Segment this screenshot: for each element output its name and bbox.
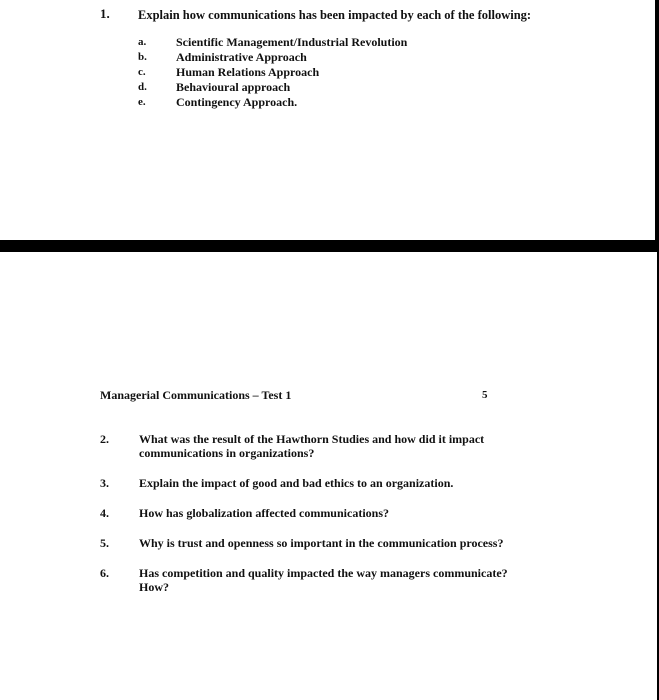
question-number: 5. (100, 536, 109, 550)
question-number: 3. (100, 476, 109, 490)
question-text-line1: Explain the impact of good and bad ethics to an organization. (139, 476, 454, 490)
sub-item-letter: a. (138, 36, 147, 48)
sub-item-text: Contingency Approach. (176, 95, 298, 109)
sub-item-text: Behavioural approach (176, 80, 291, 94)
question-text-line1: What was the result of the Hawthorn Studies and how did it impact (139, 432, 485, 446)
page-header-title: Managerial Communications – Test 1 (100, 388, 292, 402)
question-text-line2: How? (139, 580, 169, 594)
sub-item-letter: e. (138, 96, 146, 108)
sub-item-letter: c. (138, 66, 146, 78)
question-number: 6. (100, 566, 109, 580)
question-number: 1. (100, 6, 110, 21)
question-text-line1: How has globalization affected communications? (139, 506, 389, 520)
sub-item-text: Scientific Management/Industrial Revolution (176, 35, 408, 49)
sub-item-letter: d. (138, 81, 147, 93)
document-page-top (0, 0, 655, 240)
sub-item-text: Administrative Approach (176, 50, 307, 64)
page-number: 5 (482, 389, 488, 401)
question-text-line1: Why is trust and openness so important in the communication process? (139, 536, 504, 550)
question-number: 4. (100, 506, 109, 520)
document-page-bottom (0, 252, 657, 700)
question-text-line2: communications in organizations? (139, 446, 315, 460)
sub-item-text: Human Relations Approach (176, 65, 320, 79)
question-text: Explain how communications has been impacted by each of the following: (138, 8, 532, 22)
sub-item-letter: b. (138, 51, 147, 63)
question-number: 2. (100, 432, 109, 446)
question-text-line1: Has competition and quality impacted the way managers communicate? (139, 566, 508, 580)
